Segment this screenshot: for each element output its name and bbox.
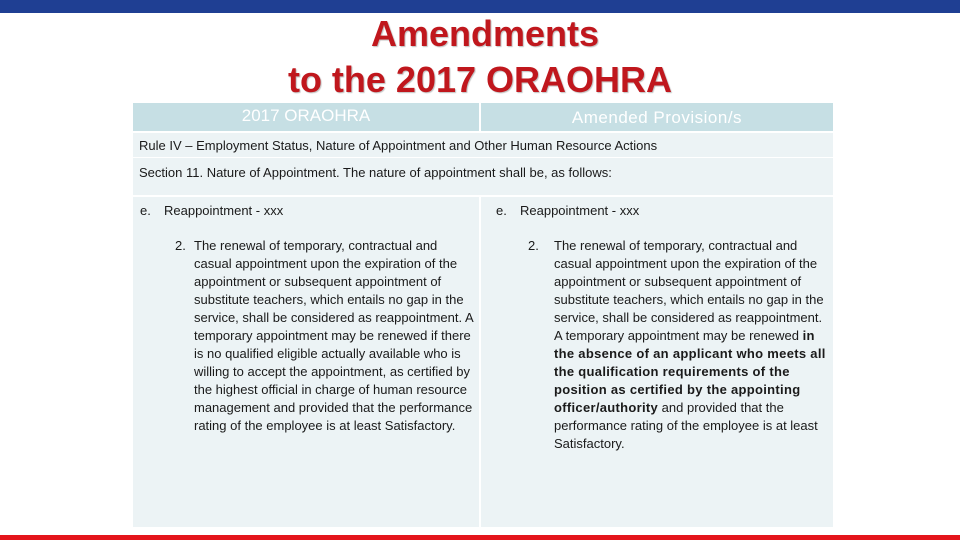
amended-paragraph: [528, 237, 829, 453]
slide-title-line1: Amendments: [370, 13, 600, 54]
original-item-marker: e.: [140, 203, 151, 218]
amended-item-marker: e.: [496, 203, 507, 218]
top-accent-bar: [0, 0, 960, 13]
amended-paragraph-text-pre: The renewal of temporary, contractual and casual appointment upon the expiration of the appointment or subsequent appointment of substitute teachers, which entails no gap in the service, shall be considered as reappointment. A temporary appointment may be renewed: [554, 238, 824, 343]
section-row: Section 11. Nature of Appointment. The nature of appointment shall be, as follows:: [133, 158, 833, 195]
rule-row: Rule IV – Employment Status, Nature of Appointment and Other Human Resource Actions: [133, 133, 833, 157]
header-amended-provisions: Amended Provision/s: [481, 103, 833, 131]
bottom-accent-bar: [0, 535, 960, 540]
amended-item-heading-text: Reappointment - xxx: [520, 203, 640, 218]
amended-item-heading: [496, 203, 639, 219]
amended-provision-cell: [481, 197, 833, 527]
original-paragraph-text: The renewal of temporary, contractual and casual appointment upon the expiration of the appointment or subsequent appointment of substitute teachers, which entails no gap in the service, shall be considered as reappointment. A temporary appointment may be renewed if there is no qualified eligible actually available who is willing to accept the appointment, as certified by the highest official in charge of human resource management and provided that the performance rating of the employee is at least Satisfactory.: [194, 238, 473, 433]
amended-paragraph-number: 2.: [528, 238, 539, 253]
header-2017-oraohra: 2017 ORAOHRA: [133, 103, 479, 131]
original-paragraph: [175, 237, 474, 435]
original-item-heading-text: Reappointment - xxx: [164, 203, 284, 218]
original-paragraph-number: 2.: [175, 238, 186, 253]
slide-title-line2: to the 2017 ORAOHRA: [287, 59, 673, 100]
amended-paragraph-text-highlight: in the absence of an applicant who meets all the qualification requirements of the position as certified by the appointing officer/authority: [554, 328, 826, 415]
original-item-heading: [140, 203, 283, 219]
comparison-table: [133, 103, 833, 527]
amended-paragraph-text-post: and provided that the performance rating of the employee is at least Satisfactory.: [554, 400, 818, 451]
original-provision-cell: [133, 197, 479, 527]
